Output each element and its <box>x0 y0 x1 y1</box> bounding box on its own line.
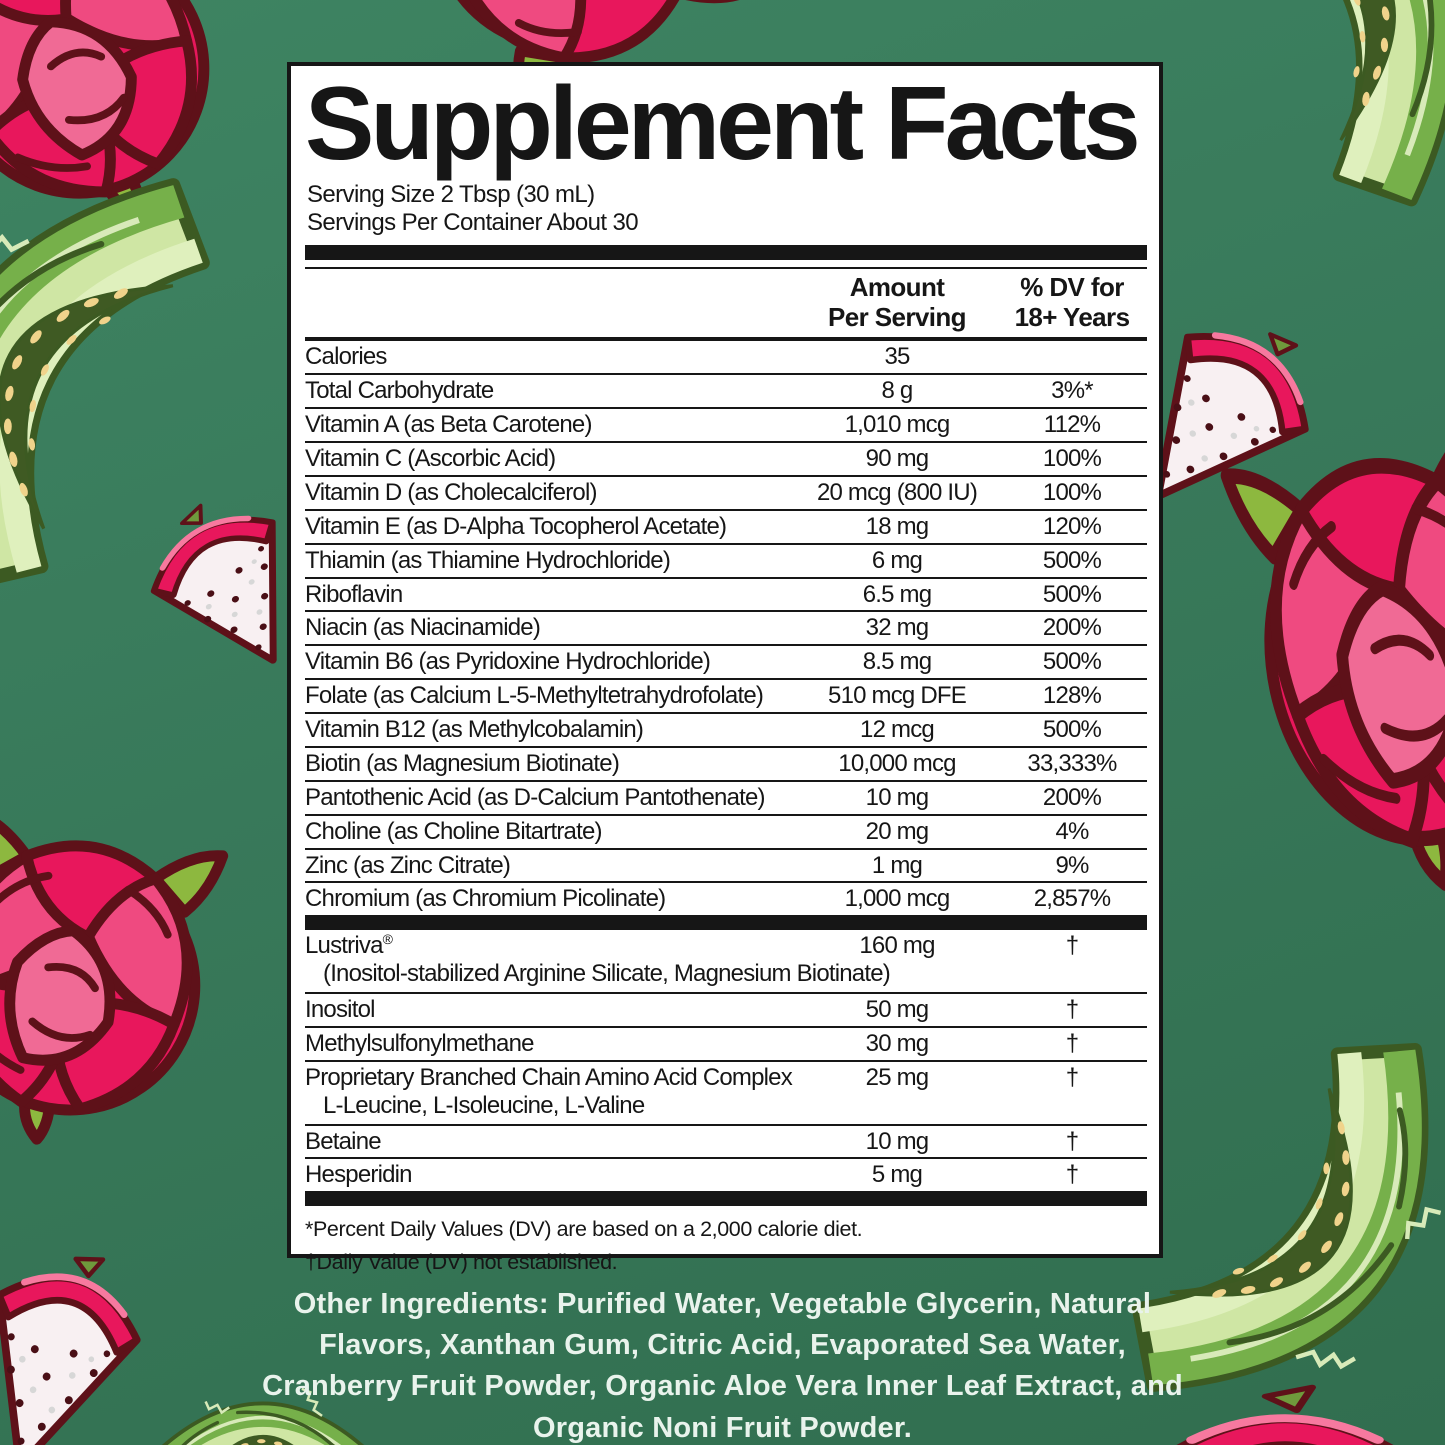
nutrient-dv: 200% <box>1042 614 1102 642</box>
nutrient-name: Methylsulfonylmethane <box>305 1029 534 1057</box>
nutrient-amount: 90 mg <box>865 445 929 473</box>
table-row <box>305 509 1147 543</box>
table-row <box>305 712 1147 746</box>
nutrient-amount: 32 mg <box>865 614 929 642</box>
nutrient-sub-label: (Inositol-stabilized Arginine Silicate, Magnesium Biotinate) <box>323 960 890 988</box>
servings-per-container: Servings Per Container About 30 <box>307 209 638 237</box>
nutrient-amount: 1 mg <box>871 851 923 879</box>
dv-column-header: % DV for 18+ Years <box>1014 271 1130 332</box>
nutrient-amount: 20 mcg (800 IU) <box>816 478 978 506</box>
nutrient-name: Inositol <box>305 996 375 1024</box>
nutrient-name: Riboflavin <box>305 580 403 608</box>
nutrient-dv: 120% <box>1042 512 1102 540</box>
nutrient-name: Hesperidin <box>305 1161 412 1189</box>
supplement-facts-panel <box>287 62 1163 1274</box>
table-row <box>305 441 1147 475</box>
serving-size: Serving Size 2 Tbsp (30 mL) <box>307 181 595 208</box>
table-row <box>305 780 1147 814</box>
footnote-dv-not-established: †Daily Value (DV) not established. <box>305 1249 618 1274</box>
table-row <box>305 881 1147 915</box>
nutrient-dv: 9% <box>1055 851 1089 879</box>
nutrient-name: Calories <box>305 343 387 371</box>
nutrient-dv: 200% <box>1042 783 1102 811</box>
nutrient-amount: 20 mg <box>865 817 929 845</box>
nutrient-rows-other <box>305 930 1147 1191</box>
nutrient-name: Thiamin (as Thiamine Hydrochloride) <box>305 546 671 574</box>
nutrient-name: Proprietary Branched Chain Amino Acid Complex <box>305 1063 792 1091</box>
nutrient-name: Vitamin D (as Cholecalciferol) <box>305 478 597 506</box>
nutrient-name: Pantothenic Acid (as D-Calcium Pantothenate) <box>305 783 765 811</box>
table-row <box>305 992 1147 1026</box>
other-ingredients-text: Other Ingredients: Purified Water, Vegetable Glycerin, Natural Flavors, Xanthan Gum, Citric Acid, Evaporated Sea Water, Cranberry Fruit Powder, Organic Aloe Vera Inner Leaf Extract, and Organic Noni Fruit Powder. <box>262 1288 1183 1444</box>
nutrient-dv: 100% <box>1042 445 1102 473</box>
table-row <box>305 543 1147 577</box>
nutrient-dv <box>997 344 1147 371</box>
nutrient-name: Vitamin C (Ascorbic Acid) <box>305 445 556 473</box>
panel-title: Supplement Facts <box>305 66 1137 182</box>
divider-bar-thick <box>305 245 1147 260</box>
nutrient-dv: 4% <box>1055 817 1089 845</box>
table-row <box>305 407 1147 441</box>
nutrient-name: Lustriva® <box>305 931 393 960</box>
table-row <box>305 341 1147 373</box>
dragonfruit-illustration-right <box>1195 401 1445 929</box>
nutrient-amount: 12 mcg <box>860 716 934 744</box>
divider-bar-thick <box>305 915 1147 930</box>
nutrient-dv: † <box>1065 1063 1079 1091</box>
table-row <box>305 577 1147 611</box>
table-row <box>305 1157 1147 1191</box>
table-row <box>305 610 1147 644</box>
dragonfruit-illustration-bottom-left <box>0 797 256 1178</box>
nutrient-amount: 50 mg <box>865 996 929 1024</box>
nutrient-dv: 3%* <box>1051 377 1093 405</box>
nutrient-name: Choline (as Choline Bitartrate) <box>305 817 602 845</box>
nutrient-dv: 2,857% <box>1033 885 1111 913</box>
nutrient-name: Folate (as Calcium L-5-Methyltetrahydrofolate) <box>305 682 764 710</box>
nutrient-sub-label: L-Leucine, L-Isoleucine, L-Valine <box>323 1091 645 1119</box>
nutrient-amount: 25 mg <box>865 1063 929 1091</box>
nutrient-amount: 30 mg <box>865 1029 929 1057</box>
nutrient-name: Vitamin E (as D-Alpha Tocopherol Acetate) <box>305 512 727 540</box>
nutrient-amount: 5 mg <box>871 1161 923 1189</box>
nutrient-dv: † <box>1065 1029 1079 1057</box>
nutrient-dv: 500% <box>1042 716 1102 744</box>
nutrient-dv: 128% <box>1042 682 1102 710</box>
nutrient-amount: 8 g <box>881 377 913 405</box>
table-row <box>305 1124 1147 1158</box>
nutrient-dv: † <box>1065 1127 1079 1155</box>
nutrient-name: Vitamin B6 (as Pyridoxine Hydrochloride) <box>305 648 711 676</box>
nutrient-name: Betaine <box>305 1127 381 1155</box>
table-row <box>305 1060 1147 1124</box>
divider-bar-thick <box>305 1191 1147 1206</box>
nutrient-name: Chromium (as Chromium Picolinate) <box>305 885 666 913</box>
nutrient-amount: 10 mg <box>865 1127 929 1155</box>
nutrient-dv: 100% <box>1042 478 1102 506</box>
table-row <box>305 848 1147 882</box>
nutrient-rows-main <box>305 337 1147 915</box>
nutrient-amount: 160 mg <box>859 932 935 960</box>
nutrient-amount: 6 mg <box>871 546 923 574</box>
table-row <box>305 373 1147 407</box>
nutrient-amount: 1,000 mcg <box>844 885 950 913</box>
nutrient-dv: 500% <box>1042 648 1102 676</box>
table-header <box>305 269 1147 338</box>
table-row <box>305 678 1147 712</box>
nutrient-name: Total Carbohydrate <box>305 377 494 405</box>
nutrient-dv: 33,333% <box>1027 749 1117 777</box>
nutrient-amount: 8.5 mg <box>862 648 932 676</box>
footnote-daily-values: *Percent Daily Values (DV) are based on a 2,000 calorie diet. <box>305 1217 863 1242</box>
nutrient-dv: 112% <box>1043 411 1101 439</box>
nutrient-dv: † <box>1065 1161 1079 1189</box>
nutrient-name: Biotin (as Magnesium Biotinate) <box>305 749 620 777</box>
table-row <box>305 644 1147 678</box>
nutrient-dv: 500% <box>1042 546 1102 574</box>
table-row <box>305 814 1147 848</box>
table-row <box>305 475 1147 509</box>
nutrient-name: Vitamin B12 (as Methylcobalamin) <box>305 716 644 744</box>
nutrient-amount: 18 mg <box>865 512 929 540</box>
melon-slice-illustration-top-right <box>1120 0 1445 271</box>
nutrient-dv: 500% <box>1042 580 1102 608</box>
nutrient-amount: 35 <box>884 343 910 371</box>
table-row <box>305 930 1147 992</box>
nutrient-amount: 6.5 mg <box>862 580 932 608</box>
nutrient-dv: † <box>1065 932 1079 960</box>
nutrient-amount: 10,000 mcg <box>838 749 956 777</box>
table-row <box>305 746 1147 780</box>
nutrient-name: Niacin (as Niacinamide) <box>305 614 541 642</box>
nutrient-amount: 10 mg <box>865 783 929 811</box>
nutrient-dv: † <box>1065 996 1079 1024</box>
nutrient-name: Vitamin A (as Beta Carotene) <box>305 411 592 439</box>
amount-column-header: Amount Per Serving <box>828 271 966 332</box>
table-row <box>305 1026 1147 1060</box>
nutrient-amount: 1,010 mcg <box>844 411 950 439</box>
nutrient-name: Zinc (as Zinc Citrate) <box>305 851 511 879</box>
nutrient-amount: 510 mcg DFE <box>828 682 966 710</box>
